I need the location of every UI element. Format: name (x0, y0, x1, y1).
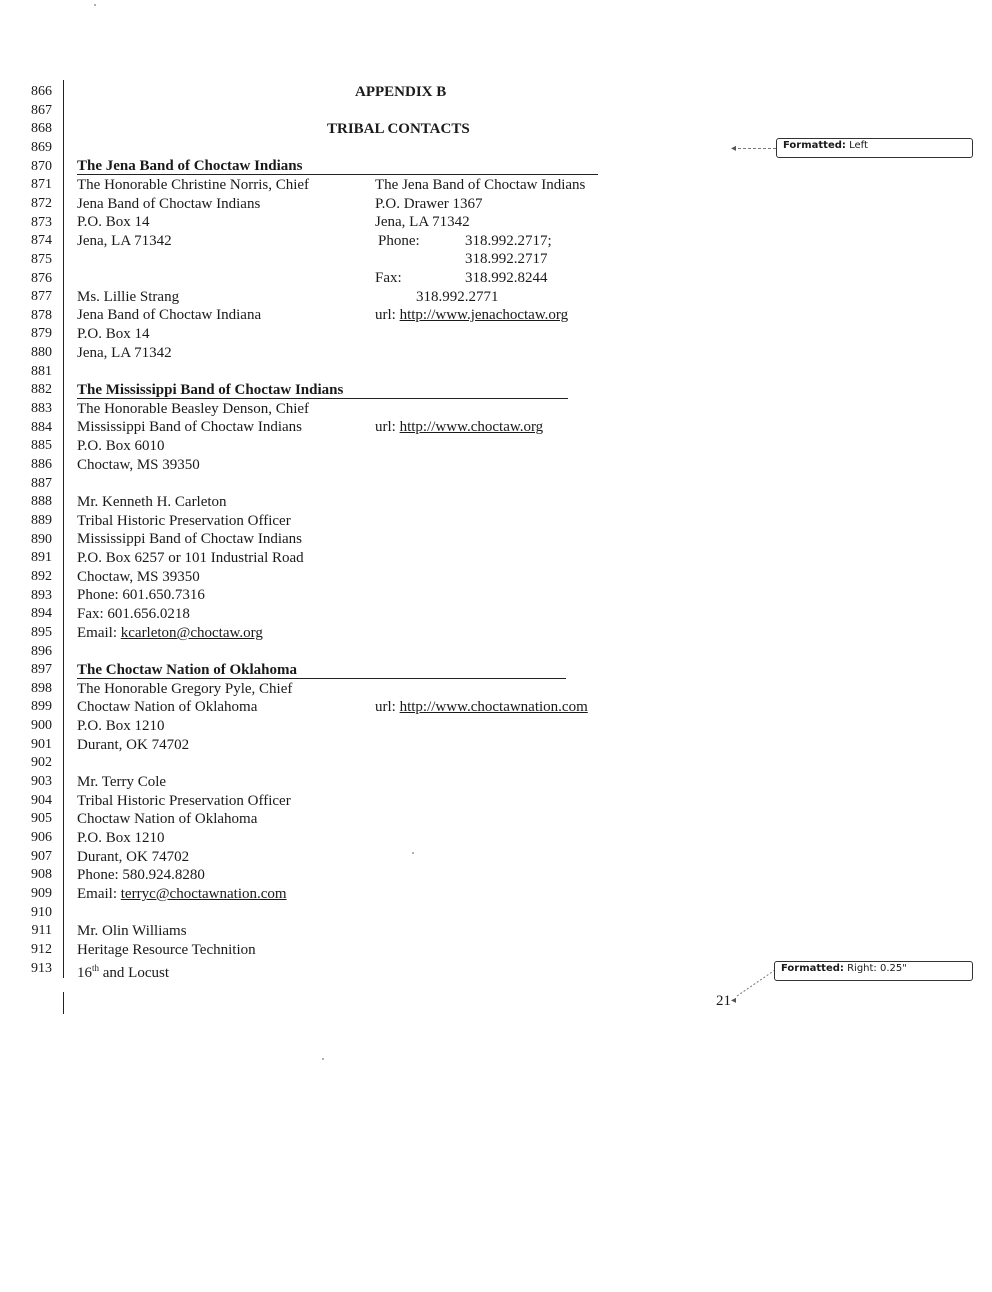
mississippi-contact1-line: Choctaw, MS 39350 (77, 457, 200, 473)
jena-right-line: Jena, LA 71342 (375, 214, 470, 230)
line-number: 883 (31, 401, 52, 416)
address-rest: and Locust (99, 965, 169, 981)
line-number: 880 (31, 345, 52, 360)
line-number: 904 (31, 793, 52, 808)
jena-contact2-line: Ms. Lillie Strang (77, 289, 180, 305)
oklahoma-email-label: Email: (77, 886, 117, 902)
oklahoma-contact3-line: Mr. Olin Williams (77, 923, 187, 939)
comment-label: Formatted: (781, 963, 844, 974)
oklahoma-url-row (375, 698, 588, 716)
line-number: 889 (31, 513, 52, 528)
line-number: 912 (31, 942, 52, 957)
oklahoma-email-row (77, 885, 287, 903)
jena-fax-1: 318.992.8244 (465, 270, 548, 286)
oklahoma-url-link[interactable]: http://www.choctawnation.com (399, 699, 588, 715)
line-number: 909 (31, 886, 52, 901)
line-number: 901 (31, 737, 52, 752)
scan-speck (412, 852, 414, 854)
oklahoma-contact2-line: Durant, OK 74702 (77, 849, 190, 865)
line-number: 894 (31, 606, 52, 621)
jena-fax-2: 318.992.2771 (416, 289, 499, 305)
mississippi-url-row (375, 418, 543, 436)
address-number: 16 (77, 965, 92, 981)
oklahoma-contact2-line: Mr. Terry Cole (77, 774, 167, 790)
scan-speck (322, 1058, 324, 1060)
jena-left-line: Jena, LA 71342 (77, 233, 172, 249)
oklahoma-contact2-line: P.O. Box 1210 (77, 830, 165, 846)
line-number: 910 (31, 905, 52, 920)
address-superscript: th (92, 963, 100, 973)
line-number: 870 (31, 159, 52, 174)
line-number: 907 (31, 849, 52, 864)
mississippi-contact2-line: Tribal Historic Preservation Officer (77, 513, 291, 529)
jena-fax-label: Fax: (375, 270, 402, 286)
line-number: 908 (31, 867, 52, 882)
line-number: 911 (31, 923, 52, 938)
jena-heading-rule (77, 174, 598, 175)
mississippi-email-row (77, 624, 263, 642)
jena-url-label: url: (375, 307, 396, 323)
mississippi-email-link[interactable]: kcarleton@choctaw.org (120, 625, 263, 641)
line-number: 877 (31, 289, 52, 304)
oklahoma-contact2-line: Choctaw Nation of Oklahoma (77, 811, 258, 827)
line-number: 868 (31, 121, 52, 136)
line-number: 900 (31, 718, 52, 733)
line-number: 913 (31, 961, 52, 976)
mississippi-contact2-line: Phone: 601.650.7316 (77, 587, 205, 603)
mississippi-contact2-line: Mr. Kenneth H. Carleton (77, 494, 227, 510)
oklahoma-contact2-line: Tribal Historic Preservation Officer (77, 793, 291, 809)
line-number: 876 (31, 271, 52, 286)
arrow-left-icon: ◂ (731, 995, 737, 1006)
mississippi-contact2-line: Fax: 601.656.0218 (77, 606, 190, 622)
line-number: 878 (31, 308, 52, 323)
margin-rule (63, 80, 64, 978)
mississippi-email-label: Email: (77, 625, 117, 641)
line-number: 872 (31, 196, 52, 211)
comment-connector (738, 148, 776, 149)
jena-right-line: P.O. Drawer 1367 (375, 196, 483, 212)
line-number: 899 (31, 699, 52, 714)
line-number: 888 (31, 494, 52, 509)
jena-url-link[interactable]: http://www.jenachoctaw.org (399, 307, 569, 323)
oklahoma-contact1-line: The Honorable Gregory Pyle, Chief (77, 681, 293, 697)
scan-speck (94, 4, 96, 6)
oklahoma-contact1-line: P.O. Box 1210 (77, 718, 165, 734)
line-number: 869 (31, 140, 52, 155)
line-number: 882 (31, 382, 52, 397)
line-number: 866 (31, 84, 52, 99)
formatted-right-comment[interactable] (774, 961, 973, 981)
oklahoma-heading: The Choctaw Nation of Oklahoma (77, 662, 298, 678)
line-number: 893 (31, 588, 52, 603)
mississippi-contact1-line: P.O. Box 6010 (77, 438, 165, 454)
appendix-subtitle: TRIBAL CONTACTS (327, 121, 470, 137)
arrow-left-icon: ◂ (731, 143, 737, 154)
line-number: 886 (31, 457, 52, 472)
line-number: 875 (31, 252, 52, 267)
line-number: 906 (31, 830, 52, 845)
line-number: 873 (31, 215, 52, 230)
mississippi-contact1-line: The Honorable Beasley Denson, Chief (77, 401, 310, 417)
line-number: 884 (31, 420, 52, 435)
line-number: 867 (31, 103, 52, 118)
mississippi-contact2-line: Mississippi Band of Choctaw Indians (77, 531, 302, 547)
formatted-left-comment[interactable] (776, 138, 973, 158)
line-number: 895 (31, 625, 52, 640)
line-number: 879 (31, 326, 52, 341)
line-number: 903 (31, 774, 52, 789)
line-number: 898 (31, 681, 52, 696)
line-number: 896 (31, 644, 52, 659)
appendix-title: APPENDIX B (355, 84, 447, 100)
line-number: 891 (31, 550, 52, 565)
line-number: 890 (31, 532, 52, 547)
margin-rule-tail (63, 992, 64, 1014)
mississippi-contact2-line: Choctaw, MS 39350 (77, 569, 200, 585)
oklahoma-url-label: url: (375, 699, 396, 715)
line-number: 897 (31, 662, 52, 677)
jena-heading: The Jena Band of Choctaw Indians (77, 158, 303, 174)
oklahoma-email-link[interactable]: terryc@choctawnation.com (120, 886, 287, 902)
mississippi-heading: The Mississippi Band of Choctaw Indians (77, 382, 344, 398)
oklahoma-contact1-line: Durant, OK 74702 (77, 737, 190, 753)
mississippi-heading-rule (77, 398, 568, 399)
line-number: 885 (31, 438, 52, 453)
line-number: 902 (31, 755, 52, 770)
oklahoma-address-line (77, 959, 169, 982)
jena-phone-2: 318.992.2717 (465, 251, 548, 267)
mississippi-url-link[interactable]: http://www.choctaw.org (399, 419, 544, 435)
mississippi-url-label: url: (375, 419, 396, 435)
line-number: 881 (31, 364, 52, 379)
mississippi-contact2-line: P.O. Box 6257 or 101 Industrial Road (77, 550, 304, 566)
oklahoma-contact1-line: Choctaw Nation of Oklahoma (77, 699, 258, 715)
oklahoma-contact2-line: Phone: 580.924.8280 (77, 867, 205, 883)
jena-phone-label: Phone: (378, 233, 420, 249)
comment-connector (735, 968, 779, 1000)
mississippi-contact1-line: Mississippi Band of Choctaw Indians (77, 419, 302, 435)
jena-left-line: The Honorable Christine Norris, Chief (77, 177, 310, 193)
line-number: 874 (31, 233, 52, 248)
line-number: 887 (31, 476, 52, 491)
jena-left-line: Jena Band of Choctaw Indians (77, 196, 261, 212)
line-number: 871 (31, 177, 52, 192)
jena-phone-1: 318.992.2717; (465, 233, 552, 249)
jena-left-line: P.O. Box 14 (77, 214, 150, 230)
jena-contact2-line: Jena, LA 71342 (77, 345, 172, 361)
comment-label: Formatted: (783, 140, 846, 151)
line-number: 892 (31, 569, 52, 584)
jena-contact2-line: P.O. Box 14 (77, 326, 150, 342)
jena-right-line: The Jena Band of Choctaw Indians (375, 177, 586, 193)
page-number: 21 (716, 993, 731, 1009)
comment-value: Left (849, 140, 868, 151)
line-number: 905 (31, 811, 52, 826)
comment-value: Right: 0.25" (847, 963, 907, 974)
oklahoma-heading-rule (77, 678, 566, 679)
jena-url-row (375, 306, 568, 324)
oklahoma-contact3-line: Heritage Resource Technition (77, 942, 256, 958)
jena-contact2-line: Jena Band of Choctaw Indiana (77, 307, 262, 323)
